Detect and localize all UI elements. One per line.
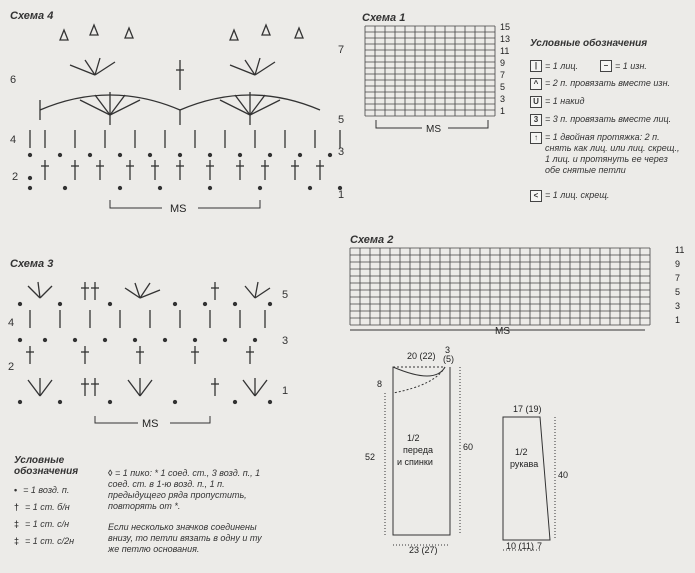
knit-legend-text: = 1 накид <box>545 96 585 106</box>
s3-rows-234 <box>19 310 266 364</box>
knit-legend-text: = 1 двойная протяжка: 2 п. снять как лиц. или лиц. скрещ., 1 лиц. и протянуть ее через обе снятые петли <box>545 132 680 175</box>
treble-crochet-icon: ‡ <box>14 536 20 546</box>
s3-ms: MS <box>142 418 159 430</box>
s4-row-5: 5 <box>338 114 345 126</box>
chart-row-number: 9 <box>675 259 681 269</box>
s3-row1-5-clusters <box>19 282 272 306</box>
picot-icon: ◊ <box>108 468 113 478</box>
s3-bottom-row <box>19 378 272 404</box>
crochet-legend-text: = 1 ст. б/н <box>25 502 70 512</box>
body-top-dim: 20 (22) <box>407 351 436 361</box>
knit3tog-icon: 3 <box>530 114 542 126</box>
chart-row-number: 1 <box>675 315 681 325</box>
chart-row-number: 11 <box>675 245 685 255</box>
sleeve-outline <box>503 417 550 540</box>
chart-row-number: 1 <box>500 106 506 116</box>
s1-ms: MS <box>426 124 441 135</box>
shoulder-dim-top: 3 <box>445 345 451 355</box>
knit-legend <box>530 60 690 202</box>
s3-row-2: 2 <box>8 361 15 373</box>
s3-row-3: 3 <box>282 335 289 347</box>
body-label-2: переда <box>403 445 433 455</box>
s4-row-4: 4 <box>10 134 17 146</box>
s4-ms: MS <box>170 203 187 215</box>
purl2tog-icon: ^ <box>530 78 542 90</box>
sleeve-bottom-dim-b: 7 <box>537 541 543 551</box>
scheme1-title: Схема 1 <box>362 12 406 24</box>
scheme2-chart <box>345 244 690 336</box>
sleeve-bottom-dim-a: 10 (11) <box>506 541 534 551</box>
chart-row-number: 5 <box>500 82 506 92</box>
double-crochet-icon: ‡ <box>14 519 20 529</box>
s3-row-5: 5 <box>282 289 289 301</box>
body-left-dim: 52 <box>365 452 376 462</box>
sleeve-label-1: 1/2 <box>515 447 528 457</box>
chart-row-number: 7 <box>675 273 681 283</box>
s4-row-1: 1 <box>338 189 345 201</box>
chart-row-number: 11 <box>500 46 510 56</box>
crochet-legend-text: = 1 ст. с/2н <box>25 536 75 546</box>
knit-legend-title: Условные обозначения <box>530 38 648 49</box>
body-label-3: и спинки <box>397 457 433 467</box>
knit-legend-text: = 2 п. провязать вместе изн. <box>545 78 671 88</box>
knit-legend-text: = 1 лиц. <box>545 60 578 71</box>
chart-row-number: 3 <box>500 94 506 104</box>
scheme3-title: Схема 3 <box>10 258 54 270</box>
twisted-knit-icon: < <box>530 190 542 202</box>
yarn-over-icon: U <box>530 96 542 108</box>
picot-text: = 1 пико: * 1 соед. ст., 3 возд. п., 1 соед. ст. в 1-ю возд. п., 1 п. предыдущего ряда пропустить, повторять от *. <box>108 468 261 511</box>
s4-row-6: 6 <box>10 74 17 86</box>
scheme1-chart <box>360 22 520 142</box>
chart-row-number: 3 <box>675 301 681 311</box>
chart-row-number: 15 <box>500 22 511 32</box>
body-label-1: 1/2 <box>407 433 420 443</box>
picot-note <box>108 468 268 512</box>
pattern-diagrams <box>365 345 685 570</box>
air-stitch-icon: • <box>14 485 18 495</box>
neckline <box>393 367 445 376</box>
knit-legend-text: = 1 изн. <box>615 60 647 71</box>
crochet-legend-text: = 1 возд. п. <box>23 485 70 495</box>
neck-dim: 8 <box>377 379 383 389</box>
s4-row-3: 3 <box>338 146 345 158</box>
body-bottom-dim: 23 (27) <box>409 545 438 555</box>
body-right-dim: 60 <box>463 442 474 452</box>
crochet-legend-text: = 1 ст. с/н <box>25 519 70 529</box>
scheme4-diagram <box>0 20 350 240</box>
chart-row-number: 5 <box>675 287 681 297</box>
crochet-legend-title: Условные обозначения <box>14 455 79 477</box>
purl-stitch-icon: – <box>600 60 612 72</box>
scheme3-diagram <box>0 268 300 438</box>
knit-legend-text: = 3 п. провязать вместе лиц. <box>545 114 672 124</box>
cluster-note: Если несколько значков соединены внизу, то петли вязать в одну и ту же петлю основания. <box>108 522 262 554</box>
s2-ms: MS <box>495 326 510 336</box>
single-crochet-icon: † <box>14 502 20 512</box>
s3-row-1: 1 <box>282 385 289 397</box>
s4-stitches-rows23 <box>29 130 341 180</box>
chart-row-number: 13 <box>500 34 511 44</box>
s4-fans <box>40 25 320 125</box>
knit-stitch-icon: | <box>530 60 542 72</box>
neck-curve <box>393 367 445 393</box>
sleeve-top-dim: 17 (19) <box>513 404 542 414</box>
sleeve-label-2: рукава <box>510 459 539 469</box>
knit-legend-text: = 1 лиц. скрещ. <box>545 190 610 200</box>
chart-row-number: 9 <box>500 58 506 68</box>
s3-row-4: 4 <box>8 317 15 329</box>
chart-row-number: 7 <box>500 70 506 80</box>
scheme4-title: Схема 4 <box>10 10 54 22</box>
s4-row-7: 7 <box>338 44 345 56</box>
scheme2-title: Схема 2 <box>350 234 394 246</box>
s4-row-2: 2 <box>12 171 19 183</box>
sleeve-right-dim: 40 <box>558 470 569 480</box>
double-decrease-icon: ↑ <box>530 132 542 144</box>
shoulder-dim-bottom: (5) <box>443 354 454 364</box>
